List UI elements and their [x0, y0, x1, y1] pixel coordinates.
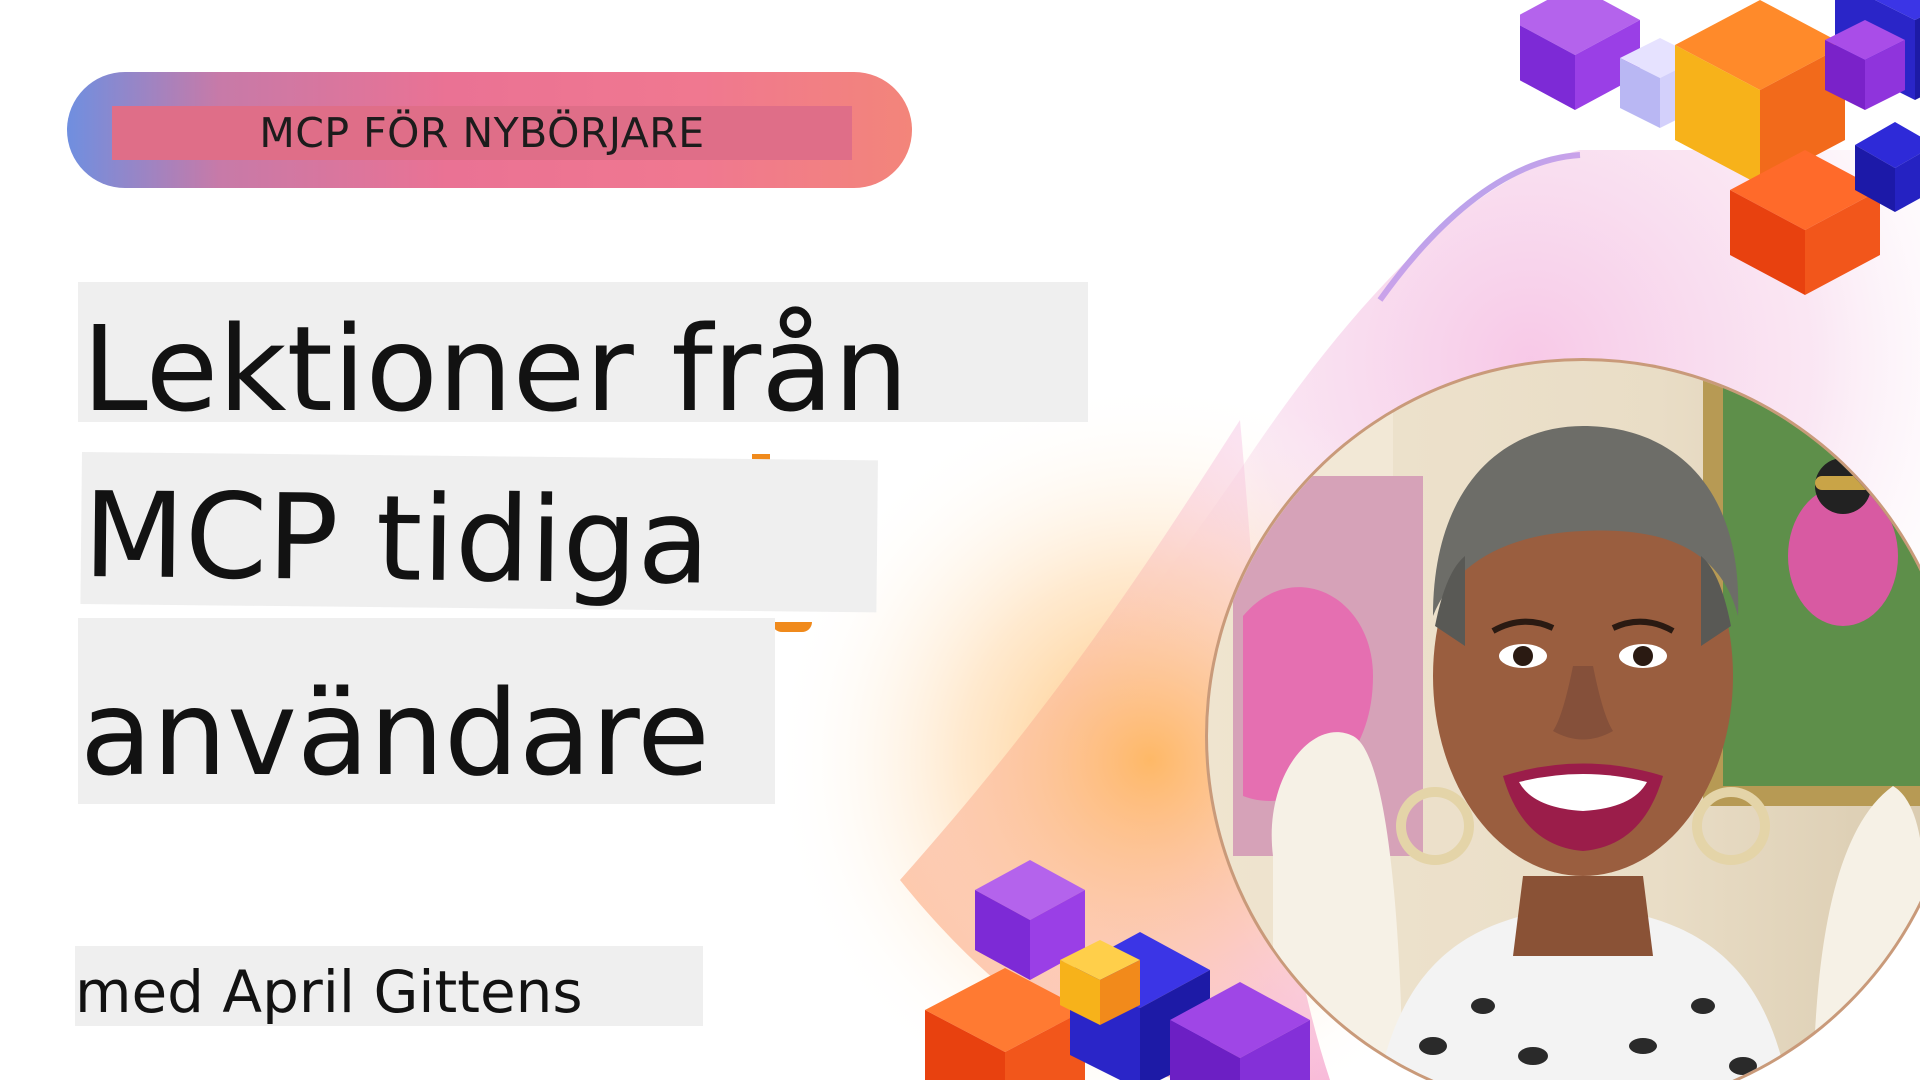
title-line-1-box	[78, 282, 1088, 422]
presenter-label: med April Gittens	[75, 958, 583, 1026]
cube-orange-icon	[1675, 0, 1845, 185]
series-badge-label-box	[112, 106, 852, 160]
cubes-decoration-top	[1520, 0, 1920, 300]
title-line-2: MCP tidiga	[82, 466, 711, 611]
title-line-3-box	[78, 618, 775, 804]
presenter-label-box	[75, 946, 703, 1026]
title-line-1: Lektioner från	[82, 300, 909, 422]
title-line-3: användare	[80, 664, 710, 802]
presenter-portrait	[1203, 356, 1920, 1080]
accent-mark-bottom	[772, 622, 812, 632]
series-badge-label: MCP FÖR NYBÖRJARE	[259, 109, 705, 157]
title-line-2-box	[80, 452, 878, 612]
